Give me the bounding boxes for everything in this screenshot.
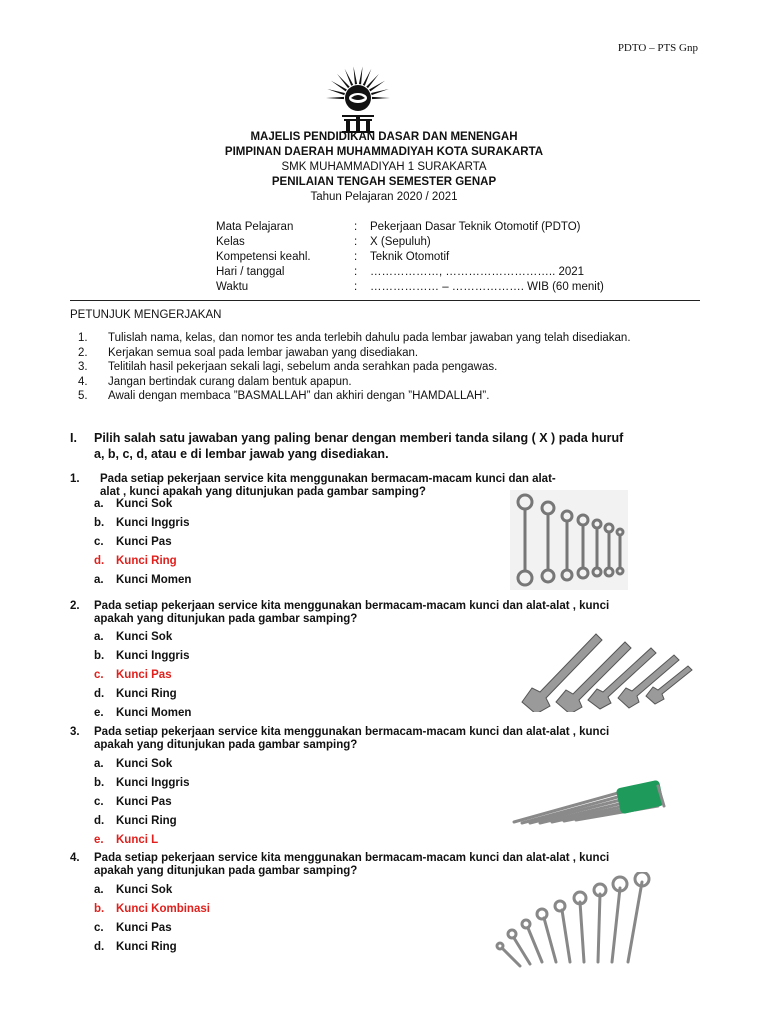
option[interactable]	[94, 881, 210, 900]
hex-key-set-image	[508, 776, 668, 828]
option-text: Kunci Ring	[116, 940, 177, 953]
option-letter: a.	[94, 573, 104, 586]
section-instruction-line-2: a, b, c, d, atau e di lembar jawab yang disediakan.	[94, 447, 389, 461]
header-line-2: PIMPINAN DAERAH MUHAMMADIYAH KOTA SURAKARTA	[224, 146, 544, 158]
info-label: Mata Pelajaran	[216, 221, 294, 233]
info-row	[216, 280, 604, 295]
question-text-line-1: Pada setiap pekerjaan service kita menggunakan bermacam-macam kunci dan alat-alat , kunci	[94, 600, 610, 612]
info-value: ……………… – ………………. WIB (60 menit)	[370, 281, 604, 293]
info-row	[216, 235, 604, 250]
option-letter: b.	[94, 517, 105, 530]
option[interactable]	[94, 703, 191, 722]
document-code: PDTO – PTS Gnp	[617, 42, 698, 54]
option-text: Kunci Momen	[116, 573, 192, 586]
question-text-line-1: Pada setiap pekerjaan service kita menggunakan bermacam-macam kunci dan alat-alat , kunci	[94, 852, 610, 864]
option[interactable]	[94, 628, 191, 647]
info-value: Teknik Otomotif	[370, 251, 450, 263]
option-text: Kunci Sok	[116, 884, 173, 897]
option-letter: b.	[94, 650, 105, 663]
option[interactable]	[94, 514, 191, 533]
info-label: Hari / tanggal	[216, 266, 285, 278]
option-text: Kunci Pas	[116, 795, 172, 808]
option-text: Kunci Ring	[116, 814, 177, 827]
option-text: Kunci Sok	[116, 758, 173, 771]
option-text: Kunci Inggris	[116, 777, 190, 790]
info-colon: :	[354, 281, 358, 293]
option[interactable]	[94, 647, 191, 666]
open-end-wrench-set-image	[518, 620, 698, 712]
option-text: Kunci Sok	[116, 498, 173, 511]
instruction-number: 3.	[78, 361, 88, 374]
option-text: Kunci Inggris	[116, 650, 190, 663]
option[interactable]	[94, 793, 189, 812]
option-letter: a.	[94, 884, 104, 897]
header-line-1: MAJELIS PENDIDIKAN DASAR DAN MENENGAH	[250, 131, 518, 143]
question-number: 2.	[70, 600, 80, 612]
ring-wrench-set-image	[510, 490, 628, 590]
instruction-text: Kerjakan semua soal pada lembar jawaban yang disediakan.	[108, 346, 419, 359]
question-text-line-1: Pada setiap pekerjaan service kita menggunakan bermacam-macam kunci dan alat-alat , kunci	[94, 726, 610, 738]
option[interactable]	[94, 811, 189, 830]
option[interactable]	[94, 755, 189, 774]
instruction-text: Telitilah hasil pekerjaan sekali lagi, sebelum anda serahkan pada pengawas.	[108, 361, 498, 374]
question-3	[70, 726, 698, 752]
option[interactable]	[94, 570, 191, 589]
question-text-line-1: Pada setiap pekerjaan service kita menggunakan bermacam-macam kunci dan alat-	[100, 473, 556, 485]
option-text: Kunci Sok	[116, 631, 173, 644]
divider	[70, 300, 700, 301]
header-line-5: Tahun Pelajaran 2020 / 2021	[310, 191, 458, 203]
info-colon: :	[354, 221, 358, 233]
combination-wrench-set-image	[492, 872, 674, 972]
question-number: 3.	[70, 726, 80, 738]
info-row	[216, 265, 604, 280]
instruction-text: Jangan bertindak curang dalam bentuk apapun.	[108, 375, 352, 388]
question-text-line-2: alat , kunci apakah yang ditunjukan pada gambar samping?	[100, 486, 426, 498]
option-text: Kunci Pas	[116, 921, 172, 934]
option-text: Kunci Pas	[116, 535, 172, 548]
info-row	[216, 220, 604, 235]
exam-info-table	[216, 220, 604, 295]
instruction-number: 2.	[78, 346, 88, 359]
question-3-options	[94, 755, 189, 849]
instruction-item	[78, 346, 631, 361]
option[interactable]	[94, 684, 191, 703]
option-text: Kunci Momen	[116, 706, 192, 719]
question-text-line-2: apakah yang ditunjukan pada gambar samping?	[94, 739, 358, 751]
question-number: 1.	[70, 473, 80, 485]
info-label: Kelas	[216, 236, 245, 248]
instruction-item	[78, 360, 631, 375]
info-colon: :	[354, 251, 358, 263]
question-2-options	[94, 628, 191, 722]
option[interactable]	[94, 919, 210, 938]
instruction-text: Tulislah nama, kelas, dan nomor tes anda terlebih dahulu pada lembar jawaban yang telah disediakan.	[108, 332, 631, 344]
question-text-line-2: apakah yang ditunjukan pada gambar samping?	[94, 865, 358, 877]
instruction-number: 1.	[78, 332, 88, 344]
option-text: Kunci L	[116, 833, 159, 846]
option[interactable]	[94, 774, 189, 793]
option-letter: c.	[94, 795, 104, 808]
instructions-list	[78, 331, 631, 404]
option-correct[interactable]	[94, 830, 189, 849]
option-letter: e.	[94, 833, 104, 846]
section-number: I.	[70, 431, 77, 445]
document-header	[0, 130, 768, 205]
option-letter: c.	[94, 535, 104, 548]
option-letter: d.	[94, 940, 105, 953]
option-correct[interactable]	[94, 666, 191, 685]
option-letter: a.	[94, 758, 104, 771]
instruction-number: 5.	[78, 390, 88, 403]
option-letter: d.	[94, 554, 105, 567]
info-value: ………………, ……………………….. 2021	[370, 266, 585, 278]
info-colon: :	[354, 236, 358, 248]
muhammadiyah-logo-icon	[320, 64, 396, 134]
info-row	[216, 250, 604, 265]
instruction-number: 4.	[78, 375, 88, 388]
option-text: Kunci Ring	[116, 554, 177, 567]
section-heading	[70, 430, 702, 462]
option[interactable]	[94, 533, 191, 552]
header-line-4: PENILAIAN TENGAH SEMESTER GENAP	[271, 176, 497, 188]
instructions-title: PETUNJUK MENGERJAKAN	[70, 309, 222, 321]
option-letter: b.	[94, 903, 105, 916]
info-value: Pekerjaan Dasar Teknik Otomotif (PDTO)	[370, 221, 581, 233]
instruction-text: Awali dengan membaca ”BASMALLAH” dan akhiri dengan ”HAMDALLAH”.	[108, 390, 490, 403]
info-value: X (Sepuluh)	[370, 236, 431, 248]
option[interactable]	[94, 495, 191, 514]
instruction-item	[78, 331, 631, 346]
question-text-line-2: apakah yang ditunjukan pada gambar samping?	[94, 613, 358, 625]
question-4-options	[94, 881, 210, 956]
option-correct[interactable]	[94, 551, 191, 570]
question-number: 4.	[70, 852, 80, 864]
info-label: Kompetensi keahl.	[216, 251, 311, 263]
option-letter: a.	[94, 631, 104, 644]
option-letter: d.	[94, 814, 105, 827]
option-text: Kunci Ring	[116, 687, 177, 700]
option-text: Kunci Pas	[116, 668, 172, 681]
option-letter: c.	[94, 668, 104, 681]
option-correct[interactable]	[94, 900, 210, 919]
option-letter: a.	[94, 498, 104, 511]
option-letter: c.	[94, 921, 104, 934]
question-1-options	[94, 495, 191, 589]
info-colon: :	[354, 266, 358, 278]
option-text: Kunci Kombinasi	[116, 903, 210, 916]
instruction-item	[78, 389, 631, 404]
info-label: Waktu	[216, 281, 249, 293]
option[interactable]	[94, 937, 210, 956]
option-text: Kunci Inggris	[116, 517, 190, 530]
option-letter: d.	[94, 687, 105, 700]
section-instruction-line-1: Pilih salah satu jawaban yang paling benar dengan memberi tanda silang ( X ) pada huruf	[94, 431, 624, 445]
instruction-item	[78, 375, 631, 390]
option-letter: b.	[94, 777, 105, 790]
option-letter: e.	[94, 706, 104, 719]
header-line-3: SMK MUHAMMADIYAH 1 SURAKARTA	[281, 161, 487, 173]
